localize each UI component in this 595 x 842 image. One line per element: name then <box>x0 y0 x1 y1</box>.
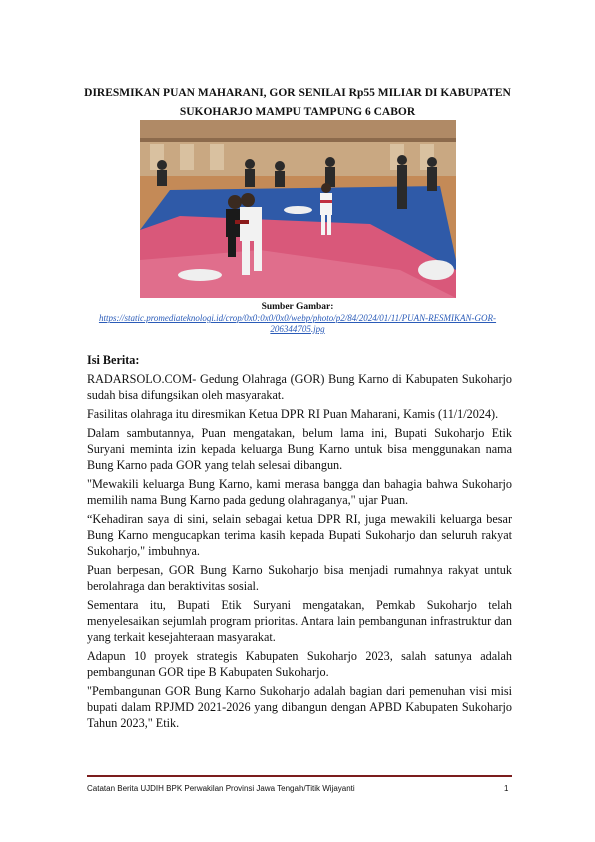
paragraph: Fasilitas olahraga itu diresmikan Ketua DPR RI Puan Maharani, Kamis (11/1/2024). <box>87 407 499 421</box>
section-heading: Isi Berita: <box>87 353 140 367</box>
image-caption-label: Sumber Gambar: <box>261 302 334 312</box>
paragraph: “Kehadiran saya di sini, selain sebagai ketua DPR RI, juga mewakili keluarga besar Bung Karno mengucapkan terima kasih kepada Bupati Sukoharjo dan seluruh rakyat Sukoharjo," imbuhnya. <box>87 512 512 558</box>
paragraph: Dalam sambutannya, Puan mengatakan, belum lama ini, Bupati Sukoharjo Etik Suryani meminta izin kepada keluarga Bung Karno untuk bisa menggunakan nama Bung Karno pada GOR yang telah selesai dibangun. <box>87 426 512 472</box>
footer-divider <box>87 775 512 777</box>
paragraph: Puan berpesan, GOR Bung Karno Sukoharjo bisa menjadi rumahnya rakyat untuk berolahraga dan beraktivitas sosial. <box>87 563 512 593</box>
image-source-link[interactable]: https://static.promediateknologi.id/crop/0x0:0x0/0x0/webp/photo/p2/84/2024/01/11/PUAN-RESMIKAN-GOR-206344705.jpg <box>98 313 497 334</box>
paragraph: RADARSOLO.COM- Gedung Olahraga (GOR) Bung Karno di Kabupaten Sukoharjo sudah bisa difungsikan oleh masyarakat. <box>87 372 512 402</box>
article-photo <box>140 120 456 298</box>
paragraph: Sementara itu, Bupati Etik Suryani mengatakan, Pemkab Sukoharjo telah menyelesaikan sejumlah program prioritas. Antara lain pembangunan infrastruktur dan yang terkait kesejahteraan masyarakat. <box>87 598 512 644</box>
footer-text: Catatan Berita UJDIH BPK Perwakilan Provinsi Jawa Tengah/Titik Wijayanti <box>87 784 355 793</box>
article-title: DIRESMIKAN PUAN MAHARANI, GOR SENILAI Rp55 MILIAR DI KABUPATEN SUKOHARJO MAMPU TAMPUNG 6 CABOR <box>84 87 511 118</box>
article-body <box>87 352 512 734</box>
paragraph: "Pembangunan GOR Bung Karno Sukoharjo adalah bagian dari pemenuhan visi misi bupati dalam RPJMD 2021-2026 yang dibangun dengan APBD Kabupaten Sukoharjo Tahun 2023," Etik. <box>87 684 512 730</box>
paragraph: "Mewakili keluarga Bung Karno, kami merasa bangga dan bahagia bahwa Sukoharjo memilih nama Bung Karno pada gedung olahraganya," ujar Puan. <box>87 477 512 507</box>
paragraph: Adapun 10 proyek strategis Kabupaten Sukoharjo 2023, salah satunya adalah pembangunan GOR tipe B Kabupaten Sukoharjo. <box>87 649 512 679</box>
page-number: 1 <box>504 784 509 793</box>
